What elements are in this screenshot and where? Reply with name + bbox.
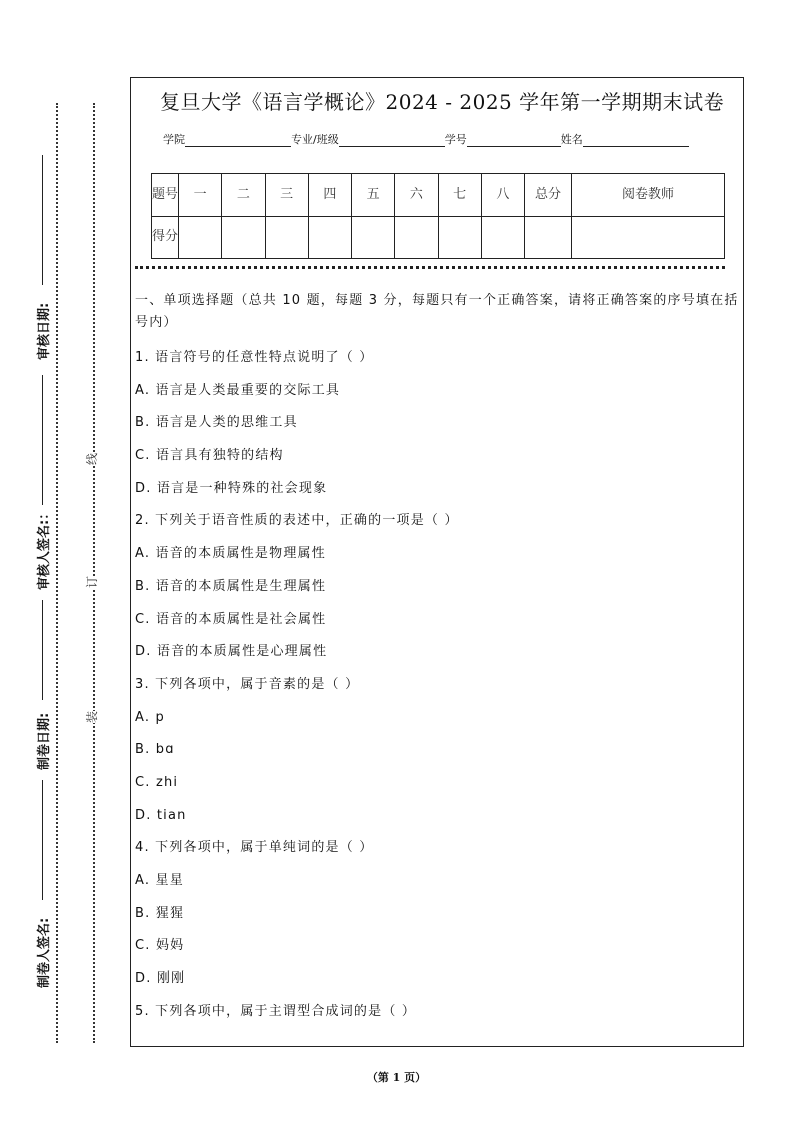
name-field[interactable] <box>583 132 689 147</box>
col-total: 总分 <box>525 174 572 217</box>
college-label: 学院 <box>163 133 185 146</box>
question-line: A. 语言是人类最重要的交际工具 <box>135 382 341 398</box>
college-field[interactable] <box>185 132 291 147</box>
question-line: D. tian <box>135 807 187 823</box>
question-line: C. zhi <box>135 774 179 790</box>
score-cell[interactable] <box>352 216 395 259</box>
score-cell[interactable] <box>308 216 351 259</box>
score-cell[interactable] <box>395 216 438 259</box>
binding-label-bind: 装 <box>85 710 100 724</box>
col-5: 五 <box>352 174 395 217</box>
score-cell[interactable] <box>525 216 572 259</box>
student-id-label: 学号 <box>444 133 467 146</box>
question-line: D. 语音的本质属性是心理属性 <box>135 644 328 660</box>
name-label: 姓名 <box>560 133 583 146</box>
question-line: B. 语音的本质属性是生理属性 <box>135 578 327 594</box>
question-line: C. 语音的本质属性是社会属性 <box>135 611 327 627</box>
student-info-row <box>163 131 689 147</box>
question-line: A. 星星 <box>135 873 184 888</box>
col-2: 二 <box>222 174 265 217</box>
reviewer-sign-line <box>42 375 43 505</box>
binding-label-line: 线 <box>85 452 100 466</box>
question-line: 1. 语言符号的任意性特点说明了（ ） <box>135 350 374 365</box>
question-line: B. bɑ <box>135 742 175 758</box>
col-1: 一 <box>179 174 222 217</box>
score-table-score-row <box>152 216 725 259</box>
col-4: 四 <box>308 174 351 217</box>
make-date-line <box>42 600 43 700</box>
col-7: 七 <box>438 174 481 217</box>
make-date-label: 制卷日期: <box>37 712 52 770</box>
score-cell[interactable] <box>481 216 524 259</box>
cut-line-inner <box>93 103 95 1043</box>
reviewer-sign-label: 审核人签名:： <box>37 506 52 590</box>
page-number: （第 1 页） <box>366 1071 427 1084</box>
question-line: 5. 下列各项中，属于主谓型合成词的是（ ） <box>135 1003 417 1019</box>
score-label: 得分 <box>152 216 179 259</box>
section-divider <box>135 266 725 269</box>
section-heading: 一、单项选择题（总共 10 题，每题 3 分，每题只有一个正确答案，请将正确答案的序号填在括号内） <box>135 293 739 330</box>
score-table-header-row <box>152 174 725 217</box>
maker-sign-label: 制卷人签名: <box>37 917 52 988</box>
question-line: B. 猩猩 <box>135 905 185 921</box>
question-line: C. 语言具有独特的结构 <box>135 448 284 464</box>
review-date-label: 审核日期: <box>37 302 52 360</box>
question-line: A. 语音的本质属性是物理属性 <box>135 546 326 562</box>
question-line: D. 语言是一种特殊的社会现象 <box>135 480 328 496</box>
binding-label-staple: 订 <box>85 575 100 589</box>
score-table <box>151 173 725 259</box>
maker-sign-line <box>42 780 43 900</box>
exam-title: 复旦大学《语言学概论》2024 - 2025 学年第一学期期末试卷 <box>160 90 725 114</box>
major-field[interactable] <box>339 132 445 147</box>
question-line: C. 妈妈 <box>135 938 185 954</box>
cut-line-outer <box>56 103 58 1043</box>
header-label: 题号 <box>152 174 179 217</box>
question-line: A. p <box>135 709 165 725</box>
question-line: 2. 下列关于语音性质的表述中，正确的一项是（ ） <box>135 513 459 529</box>
major-label: 专业/班级 <box>291 133 339 146</box>
student-id-field[interactable] <box>467 132 561 147</box>
col-8: 八 <box>481 174 524 217</box>
score-cell[interactable] <box>438 216 481 259</box>
col-6: 六 <box>395 174 438 217</box>
score-cell[interactable] <box>179 216 222 259</box>
col-3: 三 <box>265 174 308 217</box>
question-line: 3. 下列各项中，属于音素的是（ ） <box>135 676 360 692</box>
review-date-line <box>42 155 43 285</box>
score-cell[interactable] <box>265 216 308 259</box>
score-cell[interactable] <box>222 216 265 259</box>
question-line: 4. 下列各项中，属于单纯词的是（ ） <box>135 840 374 856</box>
question-line: D. 刚刚 <box>135 971 186 987</box>
score-cell[interactable] <box>572 216 725 259</box>
col-grader: 阅卷教师 <box>572 174 725 217</box>
question-line: B. 语言是人类的思维工具 <box>135 415 298 431</box>
question-list <box>135 289 740 1028</box>
